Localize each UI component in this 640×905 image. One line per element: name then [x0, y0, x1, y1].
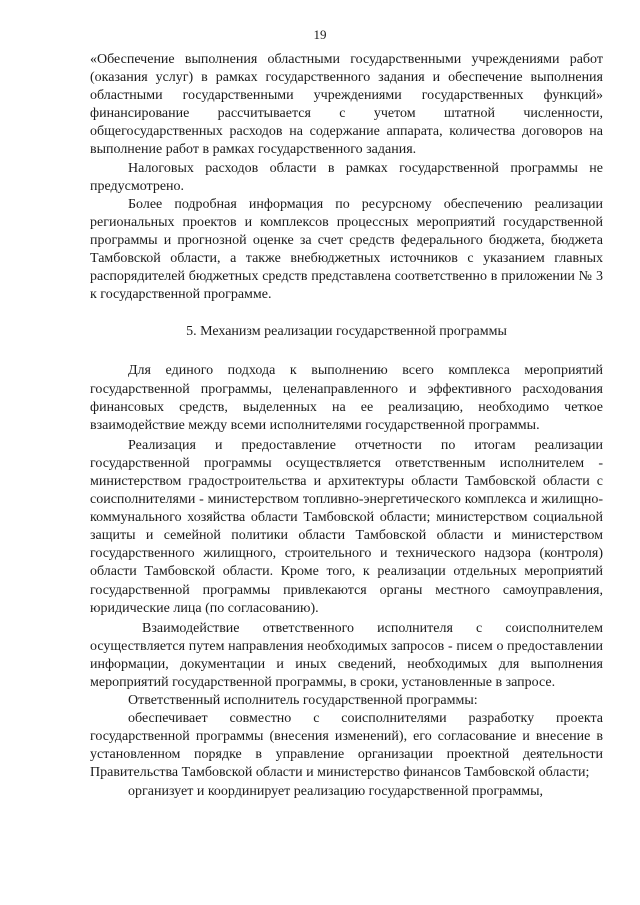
paragraph-7: Ответственный исполнитель государственной программы: — [128, 693, 478, 709]
paragraph-2: Налоговых расходов области в рамках государственной программы не предусмотрено. — [90, 160, 603, 194]
paragraph-3: Более подробная информация по ресурсному обеспечению реализации региональных проектов и комплексов процессных мероприятий государственной программы и прогнозной оценке за счет средств федерального бюджета, бюджета Тамбовской области, а также внебюджетных источников с указанием главных распорядителей бюджетных средств представлена соответственно в приложении № 3 к государственной программе. — [90, 196, 603, 303]
paragraph-9: организует и координирует реализацию государственной программы, — [128, 783, 544, 799]
paragraph-8: обеспечивает совместно с соисполнителями разработку проекта государственной программы (внесения изменений), его согласование и внесение в установленном порядке в управление организации проектной деятельности Правительства Тамбовской области и министерство финансов Тамбовской области; — [90, 711, 603, 781]
paragraph-4: Для единого подхода к выполнению всего комплекса мероприятий государственной программы, целенаправленного и эффективного расходования финансовых средств, выделенных на ее реализацию, необходимо четкое взаимодействие между всеми исполнителями государственной программы. — [90, 363, 603, 433]
document-body — [90, 51, 603, 801]
section-heading: 5. Механизм реализации государственной программы — [186, 324, 507, 340]
page-number: 19 — [313, 27, 327, 42]
paragraph-6: Взаимодействие ответственного исполнителя с соисполнителем осуществляется путем направления необходимых запросов - писем о предоставлении информации, документации и иных сведений, необходимых для выполнения мероприятий государственной программы, в сроки, установленные в запросе. — [90, 620, 603, 690]
paragraph-1: «Обеспечение выполнения областными государственными учреждениями работ (оказания услуг) в рамках государственного задания и обеспечение выполнения областными государственными учреждениями государственных функций» финансирование рассчитывается с учетом штатной численности, общегосударственных расходов на содержание аппарата, количества договоров на выполнение работ в рамках государственного задания. — [90, 52, 603, 158]
paragraph-5: Реализация и предоставление отчетности по итогам реализации государственной программы осуществляется ответственным исполнителем - министерством градостроительства и архитектуры области Тамбовской области с соисполнителями - министерством топливно-энергетического комплекса и жилищно-коммунального хозяйства области Тамбовской области; министерством социальной защиты и семейной политики области Тамбовской области и министерством государственного жилищного, строительного и технического надзора (контроля) области Тамбовской области. Кроме того, к реализации отдельных мероприятий государственной программы привлекаются органы местного самоуправления, юридические лица (по согласованию). — [90, 437, 603, 616]
